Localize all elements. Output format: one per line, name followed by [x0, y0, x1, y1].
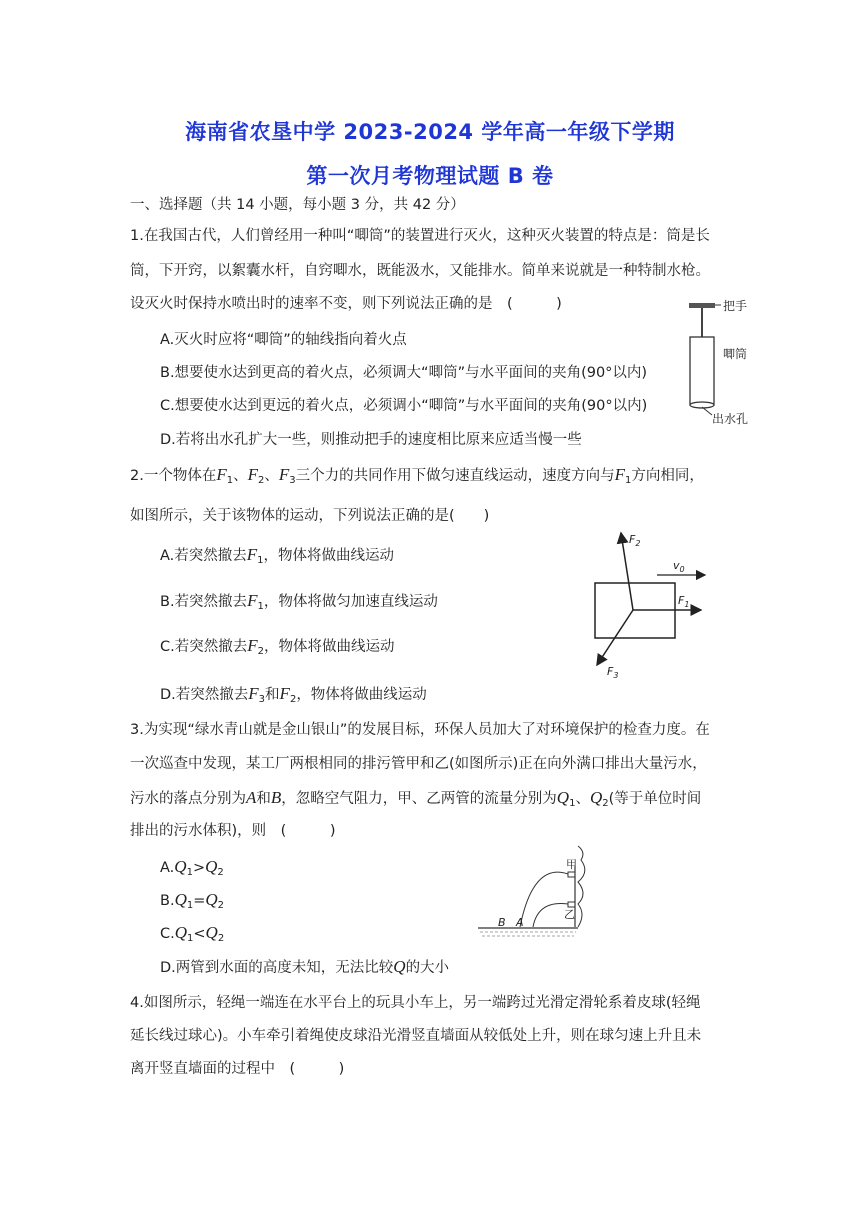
q1-option-b: B.想要使水达到更高的着火点，必须调大“唧筒”与水平面间的夹角(90°以内): [160, 365, 648, 381]
q3-line1: 3.为实现“绿水青山就是金山银山”的发展目标，环保人员加大了对环境保护的检查力度。在: [130, 722, 710, 738]
q2-option-b: B.若突然撤去$F_1$，物体将做匀加速直线运动: [160, 591, 438, 612]
q1-fig-label-handle: 把手: [723, 299, 748, 313]
q2-figure: [585, 525, 720, 685]
q3-fig-label-a: A: [516, 916, 524, 929]
q3-fig-label-b: B: [498, 916, 506, 929]
q2-option-c: C.若突然撤去$F_2$，物体将做曲线运动: [160, 636, 395, 657]
q2-option-d: D.若突然撤去$F_3$和$F_2$，物体将做曲线运动: [160, 684, 427, 705]
q3-line2: 一次巡查中发现，某工厂两根相同的排污管甲和乙(如图所示)正在向外满口排出大量污水，: [130, 756, 707, 772]
section-heading: 一、选择题（共 14 小题，每小题 3 分，共 42 分）: [130, 197, 465, 213]
q3-fig-label-yi: 乙: [564, 908, 575, 921]
q1-fig-label-tube: 唧筒: [723, 347, 748, 361]
q1-option-a: A.灭火时应将“唧筒”的轴线指向着火点: [160, 332, 407, 348]
q1-line1: 1.在我国古代，人们曾经用一种叫“唧筒”的装置进行灭火，这种灭火装置的特点是：筒是长: [130, 228, 710, 244]
q1-line3: 设灭火时保持水喷出时的速率不变，则下列说法正确的是 ( ): [130, 296, 562, 312]
q3-fig-label-jia: 甲: [566, 858, 577, 871]
q2-option-a: A.若突然撤去$F_1$，物体将做曲线运动: [160, 545, 395, 566]
q1-line2: 筒，下开窍，以絮囊水杆，自窍唧水，既能汲水，又能排水。简单来说就是一种特制水枪。: [130, 263, 710, 279]
q4-line2: 延长线过球心)。小车牵引着绳使皮球沿光滑竖直墙面从较低处上升，则在球匀速上升且未: [130, 1028, 702, 1044]
q4-line3: 离开竖直墙面的过程中 ( ): [130, 1061, 345, 1077]
q3-line3: 污水的落点分别为A和B，忽略空气阻力，甲、乙两管的流量分别为$Q_1$、$Q_2$(等于单位时间: [130, 788, 702, 809]
q3-option-b: $B.Q_1=Q_2$: [160, 890, 225, 911]
q3-line4: 排出的污水体积)，则 ( ): [130, 823, 336, 839]
q1-option-c: C.想要使水达到更远的着火点，必须调小“唧筒”与水平面间的夹角(90°以内): [160, 398, 648, 414]
q1-figure: [680, 295, 760, 430]
q3-option-c: $C.Q_1<Q_2$: [160, 923, 225, 944]
q3-option-a: $A.Q_1>Q_2$: [160, 857, 224, 878]
q2-fig-label-f1: $F_1$: [678, 594, 690, 609]
exam-title-line1: 海南省农垦中学 2023-2024 学年高一年级下学期: [185, 120, 675, 144]
q2-line2: 如图所示，关于该物体的运动，下列说法正确的是( ): [130, 508, 490, 524]
q3-figure: [478, 842, 608, 940]
q1-fig-label-hole: 出水孔: [712, 412, 749, 426]
q2-line1: 2.一个物体在$F_1$、$F_2$、$F_3$三个力的共同作用下做匀速直线运动，速度方向与$F_1$方向相同，: [130, 465, 704, 486]
q2-fig-label-f2: $F_2$: [629, 533, 641, 548]
q1-option-d: D.若将出水孔扩大一些，则推动把手的速度相比原来应适当慢一些: [160, 432, 582, 448]
q3-option-d: D.两管到水面的高度未知，无法比较Q的大小: [160, 957, 450, 976]
q4-line1: 4.如图所示，轻绳一端连在水平台上的玩具小车上，另一端跨过光滑定滑轮系着皮球(轻绳: [130, 995, 701, 1011]
q2-fig-label-v0: $v_0$: [673, 559, 685, 574]
exam-title-line2: 第一次月考物理试题 B 卷: [306, 164, 554, 188]
q2-fig-label-f3: $F_3$: [607, 665, 619, 680]
